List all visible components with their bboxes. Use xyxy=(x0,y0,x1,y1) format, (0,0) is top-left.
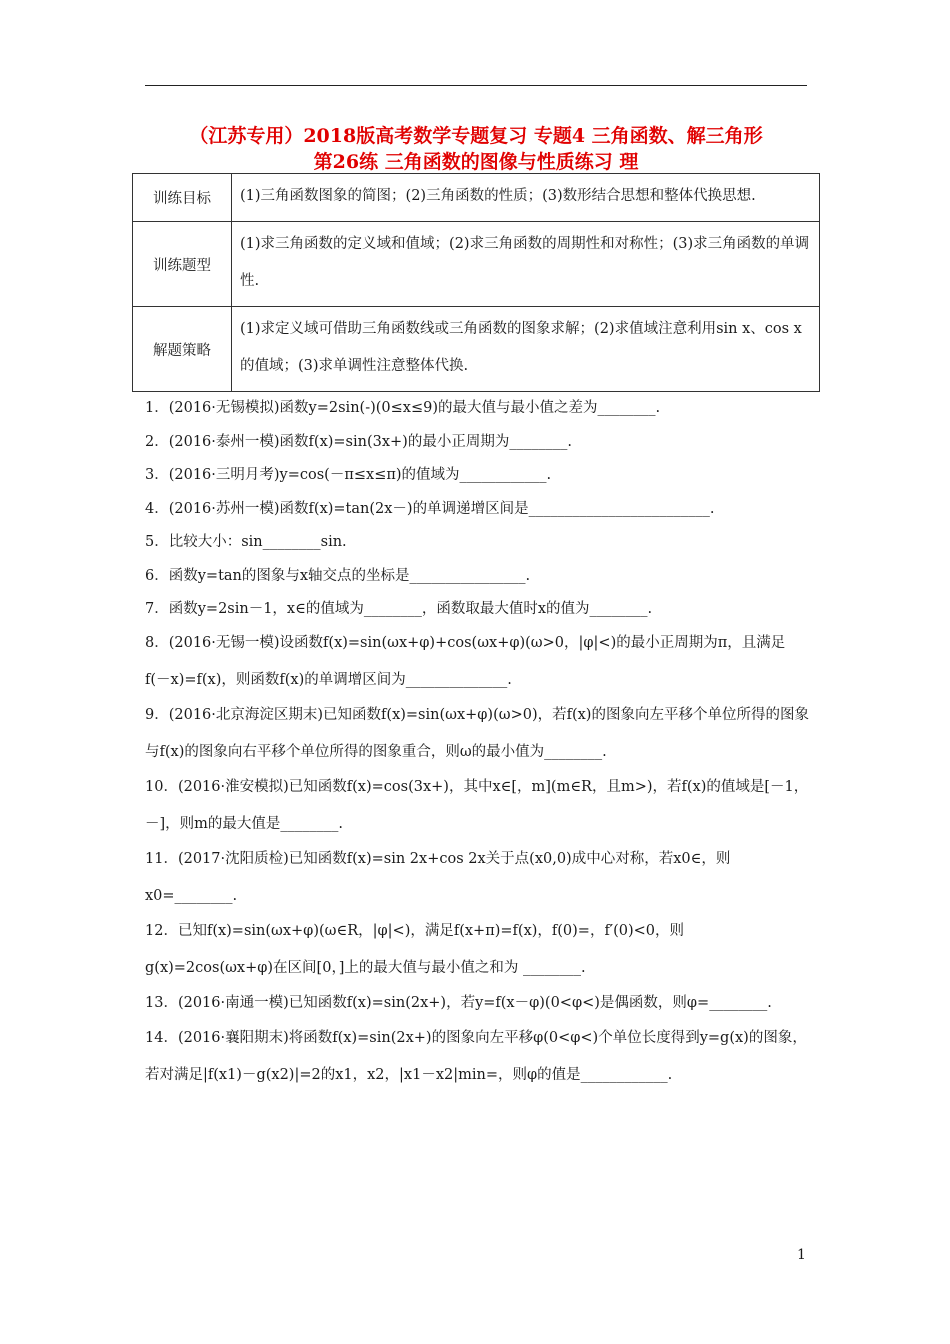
table-text-strategy: (1)求定义域可借助三角函数线或三角函数的图象求解；(2)求值域注意利用sin x、cos x的值域；(3)求单调性注意整体代换. xyxy=(232,307,820,392)
problem-10: 10．(2016·淮安模拟)已知函数f(x)=cos(3x+)，其中x∈[，m](m∈R，且m>)，若f(x)的值域是[－1，－]，则m的最大值是________. xyxy=(145,778,809,832)
table-row xyxy=(133,174,820,222)
document-title-line2: 第26练 三角函数的图像与性质练习 理 xyxy=(313,151,639,173)
page-number: 1 xyxy=(797,1247,806,1263)
problem-8: 8．(2016·无锡一模)设函数f(x)=sin(ωx+φ)+cos(ωx+φ)(ω>0，|φ|<)的最小正周期为π，且满足f(－x)=f(x)，则函数f(x)的单调增区间为______________. xyxy=(145,634,786,688)
problem-9: 9．(2016·北京海淀区期末)已知函数f(x)=sin(ωx+φ)(ω>0)，若f(x)的图象向左平移个单位所得的图象与f(x)的图象向右平移个单位所得的图象重合，则ω的最小值为________. xyxy=(145,706,809,760)
table-label-strategy: 解题策略 xyxy=(133,307,232,392)
table-row xyxy=(133,307,820,392)
problem-5: 5．比较大小：sin________sin. xyxy=(145,534,347,550)
training-info-table xyxy=(132,173,820,392)
problem-11: 11．(2017·沈阳质检)已知函数f(x)=sin 2x+cos 2x关于点(x0,0)成中心对称，若x0∈，则x0=________. xyxy=(145,850,731,904)
problem-7: 7．函数y=2sin－1，x∈的值域为________，函数取最大值时x的值为________. xyxy=(145,601,653,617)
table-row xyxy=(133,222,820,307)
problem-14: 14．(2016·襄阳期末)将函数f(x)=sin(2x+)的图象向左平移φ(0<φ<)个单位长度得到y=g(x)的图象，若对满足|f(x1)－g(x2)|=2的x1，x2，|x1－x2|min=，则φ的值是____________. xyxy=(145,1029,807,1083)
problem-1: 1．(2016·无锡模拟)函数y=2sin(-)(0≤x≤9)的最大值与最小值之差为________. xyxy=(145,400,661,416)
problem-12: 12．已知f(x)=sin(ωx+φ)(ω∈R，|φ|<)，满足f(x+π)=f(x)，f(0)=，f′(0)<0，则g(x)=2cos(ωx+φ)在区间[0，]上的最大值与最小值之和为 ________. xyxy=(145,922,685,976)
table-label-types: 训练题型 xyxy=(133,222,232,307)
table-text-types: (1)求三角函数的定义域和值域；(2)求三角函数的周期性和对称性；(3)求三角函数的单调性. xyxy=(232,222,820,307)
document-title-line1: （江苏专用）2018版高考数学专题复习 专题4 三角函数、解三角形 xyxy=(189,125,763,147)
table-label-goals: 训练目标 xyxy=(133,174,232,222)
problem-2: 2．(2016·泰州一模)函数f(x)=sin(3x+)的最小正周期为________. xyxy=(145,433,572,450)
table-text-goals: (1)三角函数图象的简图；(2)三角函数的性质；(3)数形结合思想和整体代换思想. xyxy=(232,174,820,222)
problem-4: 4．(2016·苏州一模)函数f(x)=tan(2x－)的单调递增区间是_________________________. xyxy=(145,500,715,517)
problem-list xyxy=(145,392,810,1094)
header-rule xyxy=(145,85,807,86)
problem-6: 6．函数y=tan的图象与x轴交点的坐标是________________. xyxy=(145,567,531,584)
problem-3: 3．(2016·三明月考)y=cos(－π≤x≤π)的值域为____________. xyxy=(145,467,552,483)
problem-13: 13．(2016·南通一模)已知函数f(x)=sin(2x+)，若y=f(x－φ)(0<φ<)是偶函数，则φ=________. xyxy=(145,994,772,1011)
